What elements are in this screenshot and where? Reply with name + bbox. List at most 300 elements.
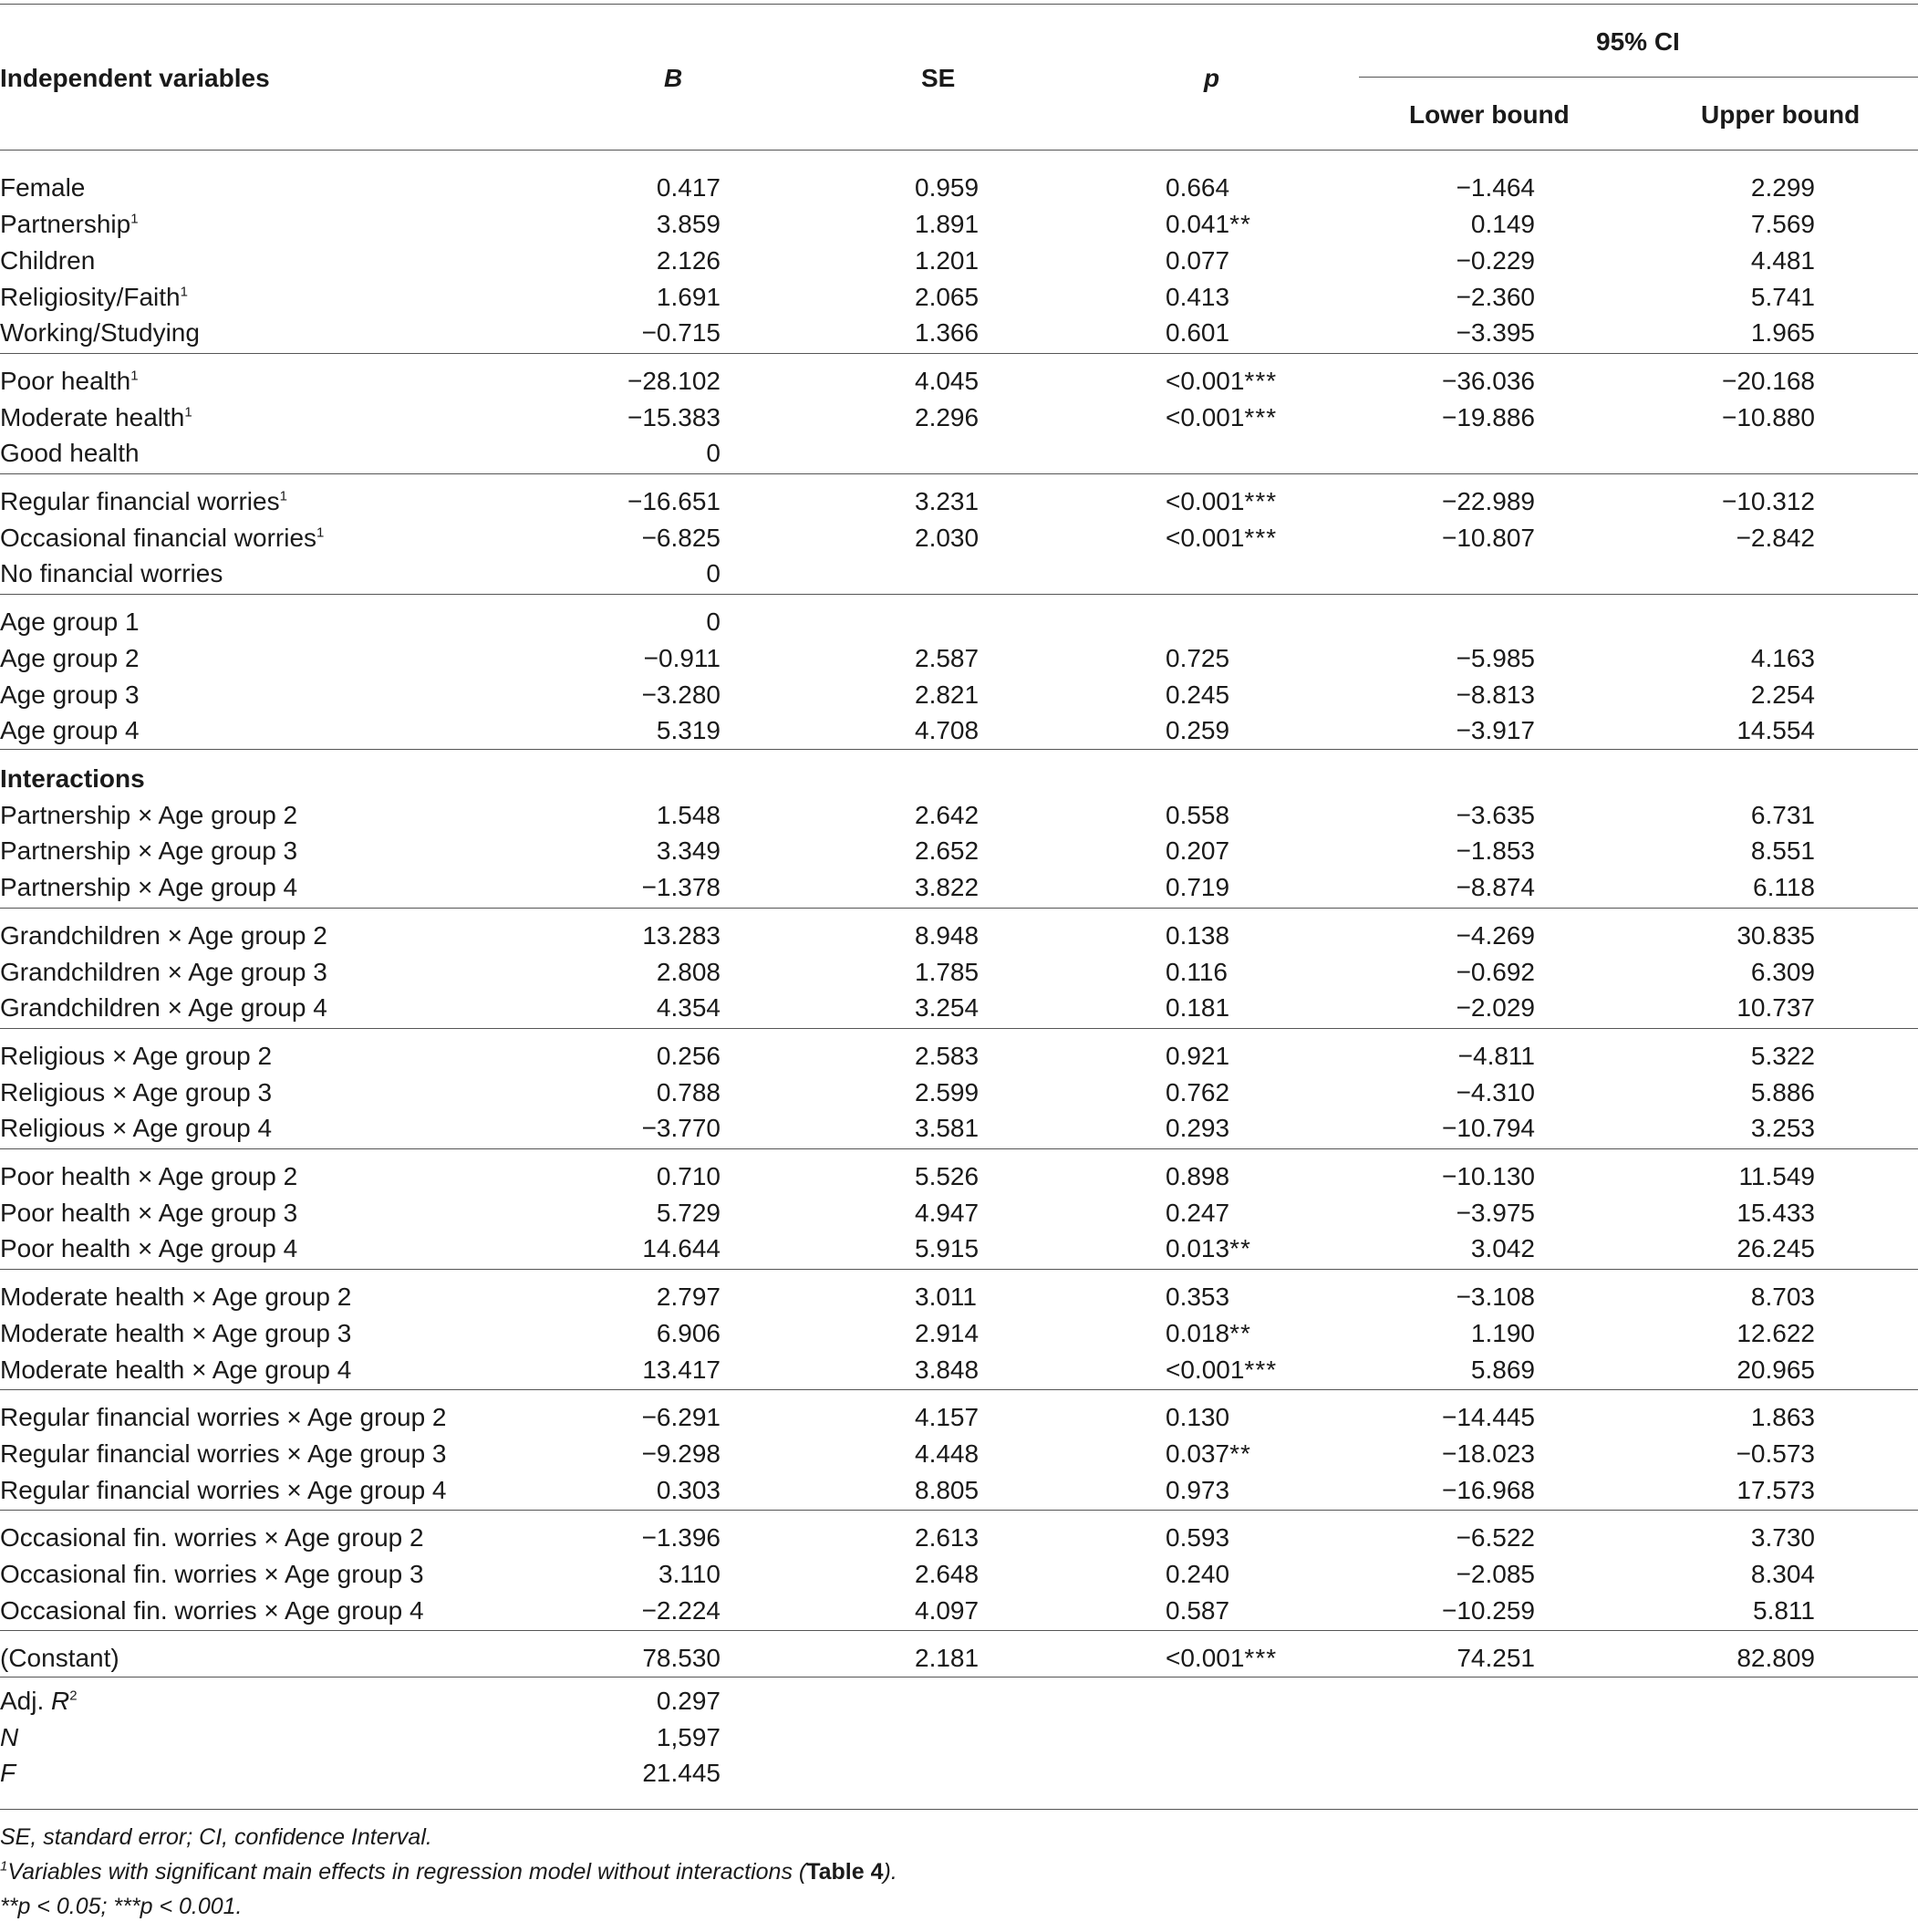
cell-upper: 15.433 [1737, 1199, 1815, 1227]
cell-p-value: 0.130 [1166, 1403, 1230, 1431]
cell-upper: 82.809 [1737, 1644, 1815, 1672]
cell-se: 2.914 [915, 1319, 980, 1347]
row-label [0, 833, 297, 869]
cell-p-value: 0.353 [1166, 1283, 1230, 1311]
row-label-text: Regular financial worries [0, 487, 280, 515]
cell-lower: −19.886 [1442, 403, 1535, 431]
cell-lower: −10.807 [1442, 524, 1535, 552]
cell-b: 2.797 [656, 1283, 721, 1311]
row-label [0, 520, 324, 556]
cell-lower: −3.635 [1456, 801, 1535, 829]
cell-p-value: 0.037 [1166, 1439, 1230, 1468]
row-label [0, 1195, 297, 1231]
cell-p-value: 0.013 [1166, 1234, 1230, 1262]
table-bottom-rule [0, 1809, 1918, 1810]
header-bottom-rule [0, 150, 1918, 151]
cell-b: 0 [706, 608, 721, 636]
row-label-sup: 1 [130, 211, 139, 227]
cell-b: 3.859 [656, 210, 721, 238]
header-se: SE [921, 64, 956, 92]
row-label-text: Age group 4 [0, 716, 140, 744]
stat-row-f [0, 1755, 1918, 1792]
cell-p-stars: *** [1244, 487, 1278, 515]
cell-se: 2.642 [915, 801, 980, 829]
footnote-significance-levels: **p < 0.05; ***p < 0.001. [0, 1894, 243, 1919]
cell-upper: 30.835 [1737, 921, 1815, 950]
row-label-text: Good health [0, 439, 140, 467]
row-label-text: Grandchildren × Age group 2 [0, 921, 327, 950]
cell-p-value: 0.725 [1166, 644, 1230, 672]
row-label [0, 712, 140, 749]
header-upper-bound: Upper bound [1701, 100, 1861, 129]
cell-p [1166, 677, 1229, 713]
cell-p-value: 0.077 [1166, 246, 1230, 275]
group-rule [0, 1389, 1918, 1390]
cell-p-value: 0.018 [1166, 1319, 1230, 1347]
cell-p-value: 0.041 [1166, 210, 1230, 238]
row-label [0, 1556, 424, 1593]
row-label-text: Moderate health × Age group 3 [0, 1319, 352, 1347]
row-label-text: Occasional fin. worries × Age group 3 [0, 1560, 424, 1588]
row-label-text: Age group 2 [0, 644, 140, 672]
cell-lower: −0.229 [1456, 246, 1535, 275]
cell-b: −16.651 [627, 487, 721, 515]
cell-b: 0 [706, 439, 721, 467]
cell-se: 1.785 [915, 958, 980, 986]
cell-lower: −4.269 [1456, 921, 1535, 950]
row-label-text: Poor health × Age group 4 [0, 1234, 298, 1262]
row-label [0, 1038, 272, 1075]
cell-upper: 6.118 [1753, 873, 1815, 901]
row-label-text: Religious × Age group 3 [0, 1078, 273, 1106]
cell-p-value: 0.245 [1166, 680, 1230, 709]
table-row [0, 435, 1918, 472]
cell-upper: 4.481 [1750, 246, 1815, 275]
cell-p-value: 0.601 [1166, 318, 1230, 347]
cell-upper: −20.168 [1722, 367, 1815, 395]
row-label [0, 170, 85, 206]
row-label [0, 1158, 297, 1195]
row-label [0, 1315, 351, 1352]
cell-se: 2.599 [915, 1078, 980, 1106]
cell-upper: 2.299 [1750, 173, 1815, 202]
cell-p [1166, 640, 1229, 677]
row-label-text: Poor health [0, 367, 131, 395]
cell-p-value: 0.762 [1166, 1078, 1230, 1106]
cell-se: 1.201 [915, 246, 980, 275]
cell-b: 14.644 [642, 1234, 721, 1262]
cell-se: 3.581 [915, 1114, 980, 1142]
cell-upper: 5.322 [1750, 1042, 1815, 1070]
header-lower-bound: Lower bound [1409, 100, 1570, 129]
table-row [0, 761, 1918, 797]
row-label-text: Religiosity/Faith [0, 283, 181, 311]
ci-header-rule [1359, 77, 1918, 78]
cell-upper: 26.245 [1737, 1234, 1815, 1262]
cell-lower: −2.360 [1456, 283, 1535, 311]
cell-lower: −8.813 [1456, 680, 1535, 709]
cell-lower: −10.794 [1442, 1114, 1535, 1142]
cell-p-value: 0.558 [1166, 801, 1230, 829]
footnote-significant-main-effects: $^1$Variables with significant main effects in regression model without interactions (Table 4). [0, 1858, 897, 1885]
cell-p [1166, 1195, 1229, 1231]
cell-se: 2.296 [915, 403, 980, 431]
cell-lower: −22.989 [1442, 487, 1535, 515]
row-label-text: Grandchildren × Age group 3 [0, 958, 327, 986]
stat-row-n [0, 1719, 1918, 1756]
cell-p [1166, 833, 1229, 869]
row-label [0, 761, 145, 797]
table-row [0, 677, 1918, 713]
cell-b: 6.906 [656, 1319, 721, 1347]
cell-b: 3.349 [656, 836, 721, 865]
row-label-text: Moderate health × Age group 2 [0, 1283, 352, 1311]
cell-p-value: 0.138 [1166, 921, 1230, 950]
stat-value-n: 1,597 [656, 1723, 721, 1751]
row-label-text: Occasional financial worries [0, 524, 317, 552]
row-label [0, 1279, 351, 1315]
table-row [0, 483, 1918, 520]
cell-se: 0.959 [915, 173, 980, 202]
table-row [0, 206, 1918, 243]
cell-b: 13.283 [642, 921, 721, 950]
cell-p-value: 0.719 [1166, 873, 1230, 901]
row-label [0, 206, 139, 243]
cell-p [1166, 1158, 1229, 1195]
cell-lower: −6.522 [1456, 1523, 1535, 1552]
cell-se: 2.652 [915, 836, 980, 865]
cell-b: −15.383 [627, 403, 721, 431]
table-row [0, 990, 1918, 1026]
table-row [0, 1556, 1918, 1593]
row-label-text: (Constant) [0, 1644, 119, 1672]
cell-p [1166, 1315, 1251, 1352]
cell-se: 1.366 [915, 318, 980, 347]
cell-upper: 6.309 [1750, 958, 1815, 986]
table-row [0, 1279, 1918, 1315]
cell-se: 8.948 [915, 921, 980, 950]
cell-upper: 3.730 [1750, 1523, 1815, 1552]
cell-upper: 5.741 [1750, 283, 1815, 311]
cell-se: 4.157 [915, 1403, 980, 1431]
cell-p-value: 0.593 [1166, 1523, 1230, 1552]
table-4-reference: Table 4 [806, 1859, 884, 1885]
cell-p [1166, 954, 1228, 991]
cell-lower: −3.108 [1456, 1283, 1535, 1311]
cell-lower: −18.023 [1442, 1439, 1535, 1468]
row-label [0, 604, 140, 640]
footnote-abbreviations: SE, standard error; CI, confidence Interval. [0, 1824, 432, 1850]
row-label-text: Grandchildren × Age group 4 [0, 993, 327, 1022]
cell-se: 5.526 [915, 1162, 980, 1190]
cell-b: −1.396 [641, 1523, 721, 1552]
row-label-text: Occasional fin. worries × Age group 4 [0, 1596, 424, 1625]
cell-b: −28.102 [627, 367, 721, 395]
cell-p [1166, 206, 1251, 243]
group-rule [0, 594, 1918, 595]
stat-label-n: N [0, 1723, 19, 1751]
row-label-text: Religious × Age group 2 [0, 1042, 273, 1070]
row-label-text: Partnership × Age group 3 [0, 836, 298, 865]
row-label [0, 243, 95, 279]
row-label [0, 363, 139, 400]
row-label [0, 435, 140, 472]
cell-b: −9.298 [641, 1439, 721, 1468]
table-row [0, 1038, 1918, 1075]
cell-b: 0.710 [656, 1162, 721, 1190]
group-rule [0, 1630, 1918, 1631]
cell-p [1166, 483, 1277, 520]
cell-p-value: 0.587 [1166, 1596, 1230, 1625]
cell-se: 3.011 [915, 1283, 977, 1311]
cell-lower: −8.874 [1456, 873, 1535, 901]
table-row [0, 520, 1918, 556]
cell-lower: 1.190 [1470, 1319, 1535, 1347]
cell-p-stars: *** [1244, 367, 1278, 395]
row-label-sup: 1 [316, 525, 325, 541]
cell-se: 4.708 [915, 716, 980, 744]
cell-b: −0.911 [643, 644, 721, 672]
cell-p [1166, 315, 1229, 351]
cell-p-stars: ** [1229, 1319, 1251, 1347]
table-row [0, 243, 1918, 279]
cell-b: 78.530 [642, 1644, 721, 1672]
cell-b: 0.303 [656, 1476, 721, 1504]
row-label-text: Age group 3 [0, 680, 140, 709]
row-label-text: Regular financial worries × Age group 4 [0, 1476, 447, 1504]
row-label-sup: 1 [184, 404, 192, 421]
cell-b: 2.126 [656, 246, 721, 275]
cell-p-value: 0.116 [1166, 958, 1228, 986]
row-label [0, 556, 223, 592]
cell-lower: −36.036 [1442, 367, 1535, 395]
cell-p [1166, 1556, 1229, 1593]
row-label-text: Children [0, 246, 96, 275]
row-label-sup: 1 [279, 488, 287, 504]
cell-p-value: 0.973 [1166, 1476, 1230, 1504]
cell-se: 2.613 [915, 1523, 980, 1552]
cell-lower: 74.251 [1457, 1644, 1535, 1672]
cell-p-stars: ** [1229, 1439, 1251, 1468]
table-row [0, 1352, 1918, 1388]
cell-b: 3.110 [658, 1560, 721, 1588]
cell-lower: −16.968 [1442, 1476, 1535, 1504]
cell-p [1166, 1352, 1277, 1388]
cell-b: 0.417 [656, 173, 721, 202]
cell-upper: 7.569 [1750, 210, 1815, 238]
table-row [0, 712, 1918, 749]
cell-b: 0.788 [656, 1078, 721, 1106]
cell-lower: −1.464 [1456, 173, 1535, 202]
cell-p [1166, 797, 1229, 834]
group-rule [0, 353, 1918, 354]
cell-lower: −4.310 [1456, 1078, 1535, 1106]
cell-upper: 4.163 [1750, 644, 1815, 672]
cell-se: 3.254 [915, 993, 980, 1022]
cell-p-value: 0.664 [1166, 173, 1230, 202]
cell-se: 2.181 [915, 1644, 980, 1672]
stat-label-adj-r2: Adj. $R^2$ [0, 1687, 78, 1715]
cell-upper: 8.304 [1750, 1560, 1815, 1588]
row-label [0, 315, 200, 351]
group-rule [0, 1148, 1918, 1149]
row-label [0, 1352, 351, 1388]
table-row [0, 400, 1918, 436]
row-label-text: Female [0, 173, 86, 202]
cell-b: 4.354 [656, 993, 721, 1022]
cell-upper: 1.965 [1750, 318, 1815, 347]
row-label [0, 918, 327, 954]
cell-p [1166, 363, 1277, 400]
cell-p [1166, 520, 1277, 556]
cell-upper: −2.842 [1736, 524, 1815, 552]
table-row [0, 604, 1918, 640]
cell-upper: 1.863 [1750, 1403, 1815, 1431]
cell-p-value: <0.001 [1166, 1644, 1245, 1672]
row-label [0, 869, 297, 906]
cell-p [1166, 243, 1229, 279]
table-row [0, 1593, 1918, 1629]
table-row [0, 1472, 1918, 1509]
cell-p-value: <0.001 [1166, 487, 1245, 515]
cell-p-stars: ** [1229, 1234, 1251, 1262]
cell-p-stars: *** [1244, 524, 1278, 552]
row-label [0, 1110, 272, 1147]
cell-p-stars: *** [1244, 1356, 1278, 1384]
row-label-text: Moderate health [0, 403, 185, 431]
header-p: p [1204, 64, 1220, 92]
cell-p [1166, 1231, 1251, 1267]
cell-lower: −10.259 [1442, 1596, 1535, 1625]
cell-se: 2.583 [915, 1042, 980, 1070]
cell-upper: 6.731 [1750, 801, 1815, 829]
cell-upper: 14.554 [1737, 716, 1815, 744]
cell-upper: 3.253 [1750, 1114, 1815, 1142]
cell-b: 5.319 [656, 716, 721, 744]
cell-p [1166, 869, 1229, 906]
table-row [0, 1195, 1918, 1231]
row-label-text: Interactions [0, 764, 145, 793]
cell-se: 2.587 [915, 644, 980, 672]
cell-p [1166, 1640, 1277, 1677]
cell-upper: 8.703 [1750, 1283, 1815, 1311]
table-row [0, 1436, 1918, 1472]
cell-p-stars: *** [1244, 1644, 1278, 1672]
table-row [0, 170, 1918, 206]
row-label-text: Moderate health × Age group 4 [0, 1356, 352, 1384]
cell-b: 1.548 [656, 801, 721, 829]
row-label [0, 1520, 424, 1556]
table-row [0, 797, 1918, 834]
group-rule [0, 1269, 1918, 1270]
cell-upper: 8.551 [1750, 836, 1815, 865]
cell-lower: 0.149 [1470, 210, 1535, 238]
cell-upper: 10.737 [1737, 993, 1815, 1022]
table-row [0, 954, 1918, 991]
table-row [0, 1640, 1918, 1677]
cell-b: −3.280 [641, 680, 721, 709]
cell-se: 2.065 [915, 283, 980, 311]
cell-lower: 5.869 [1470, 1356, 1535, 1384]
table-row [0, 1399, 1918, 1436]
cell-p-value: <0.001 [1166, 524, 1245, 552]
row-label-text: Regular financial worries × Age group 3 [0, 1439, 447, 1468]
cell-b: 0.256 [656, 1042, 721, 1070]
cell-b: −0.715 [641, 318, 721, 347]
cell-p [1166, 990, 1229, 1026]
cell-p [1166, 1399, 1229, 1436]
cell-lower: −4.811 [1457, 1042, 1535, 1070]
row-label-text: Age group 1 [0, 608, 140, 636]
row-label [0, 1593, 424, 1629]
row-label [0, 1231, 297, 1267]
cell-p [1166, 918, 1229, 954]
cell-p-value: 0.921 [1166, 1042, 1230, 1070]
cell-b: −6.291 [641, 1403, 721, 1431]
cell-p [1166, 170, 1229, 206]
cell-p-value: 0.181 [1166, 993, 1230, 1022]
row-label [0, 400, 192, 436]
group-rule [0, 908, 1918, 909]
cell-p [1166, 712, 1229, 749]
cell-p-stars: *** [1244, 403, 1278, 431]
row-label-sup: 1 [130, 368, 139, 384]
table-row [0, 1110, 1918, 1147]
row-label [0, 954, 327, 991]
cell-se: 3.848 [915, 1356, 980, 1384]
row-label [0, 1640, 119, 1677]
cell-lower: −3.917 [1456, 716, 1535, 744]
table-row [0, 315, 1918, 351]
stat-value-adj-r2: 0.297 [656, 1687, 721, 1715]
row-label [0, 1399, 447, 1436]
row-label-text: Partnership [0, 210, 131, 238]
cell-upper: 12.622 [1737, 1319, 1815, 1347]
row-label-sup: 1 [180, 284, 188, 300]
table-row [0, 1158, 1918, 1195]
cell-p [1166, 1472, 1229, 1509]
cell-p-value: 0.293 [1166, 1114, 1230, 1142]
cell-p [1166, 1593, 1229, 1629]
row-label-text: Poor health × Age group 2 [0, 1162, 298, 1190]
cell-p [1166, 1279, 1229, 1315]
row-label-text: Occasional fin. worries × Age group 2 [0, 1523, 424, 1552]
cell-lower: −10.130 [1442, 1162, 1535, 1190]
cell-p-value: <0.001 [1166, 367, 1245, 395]
cell-b: 5.729 [656, 1199, 721, 1227]
cell-p-value: <0.001 [1166, 403, 1245, 431]
row-label [0, 1075, 272, 1111]
row-label-text: No financial worries [0, 559, 223, 587]
cell-lower: −2.029 [1456, 993, 1535, 1022]
cell-p-value: 0.240 [1166, 1560, 1230, 1588]
row-label [0, 1436, 447, 1472]
table-row [0, 1075, 1918, 1111]
cell-p-value: 0.247 [1166, 1199, 1230, 1227]
row-label [0, 990, 327, 1026]
cell-p [1166, 1038, 1229, 1075]
cell-b: −3.770 [641, 1114, 721, 1142]
table-row [0, 1520, 1918, 1556]
group-rule [0, 1510, 1918, 1511]
cell-p [1166, 400, 1277, 436]
row-label-text: Regular financial worries × Age group 2 [0, 1403, 447, 1431]
row-label-text: Partnership × Age group 4 [0, 873, 298, 901]
cell-p [1166, 1075, 1229, 1111]
row-label [0, 677, 140, 713]
cell-p-value: 0.207 [1166, 836, 1230, 865]
stat-value-f: 21.445 [642, 1759, 721, 1787]
